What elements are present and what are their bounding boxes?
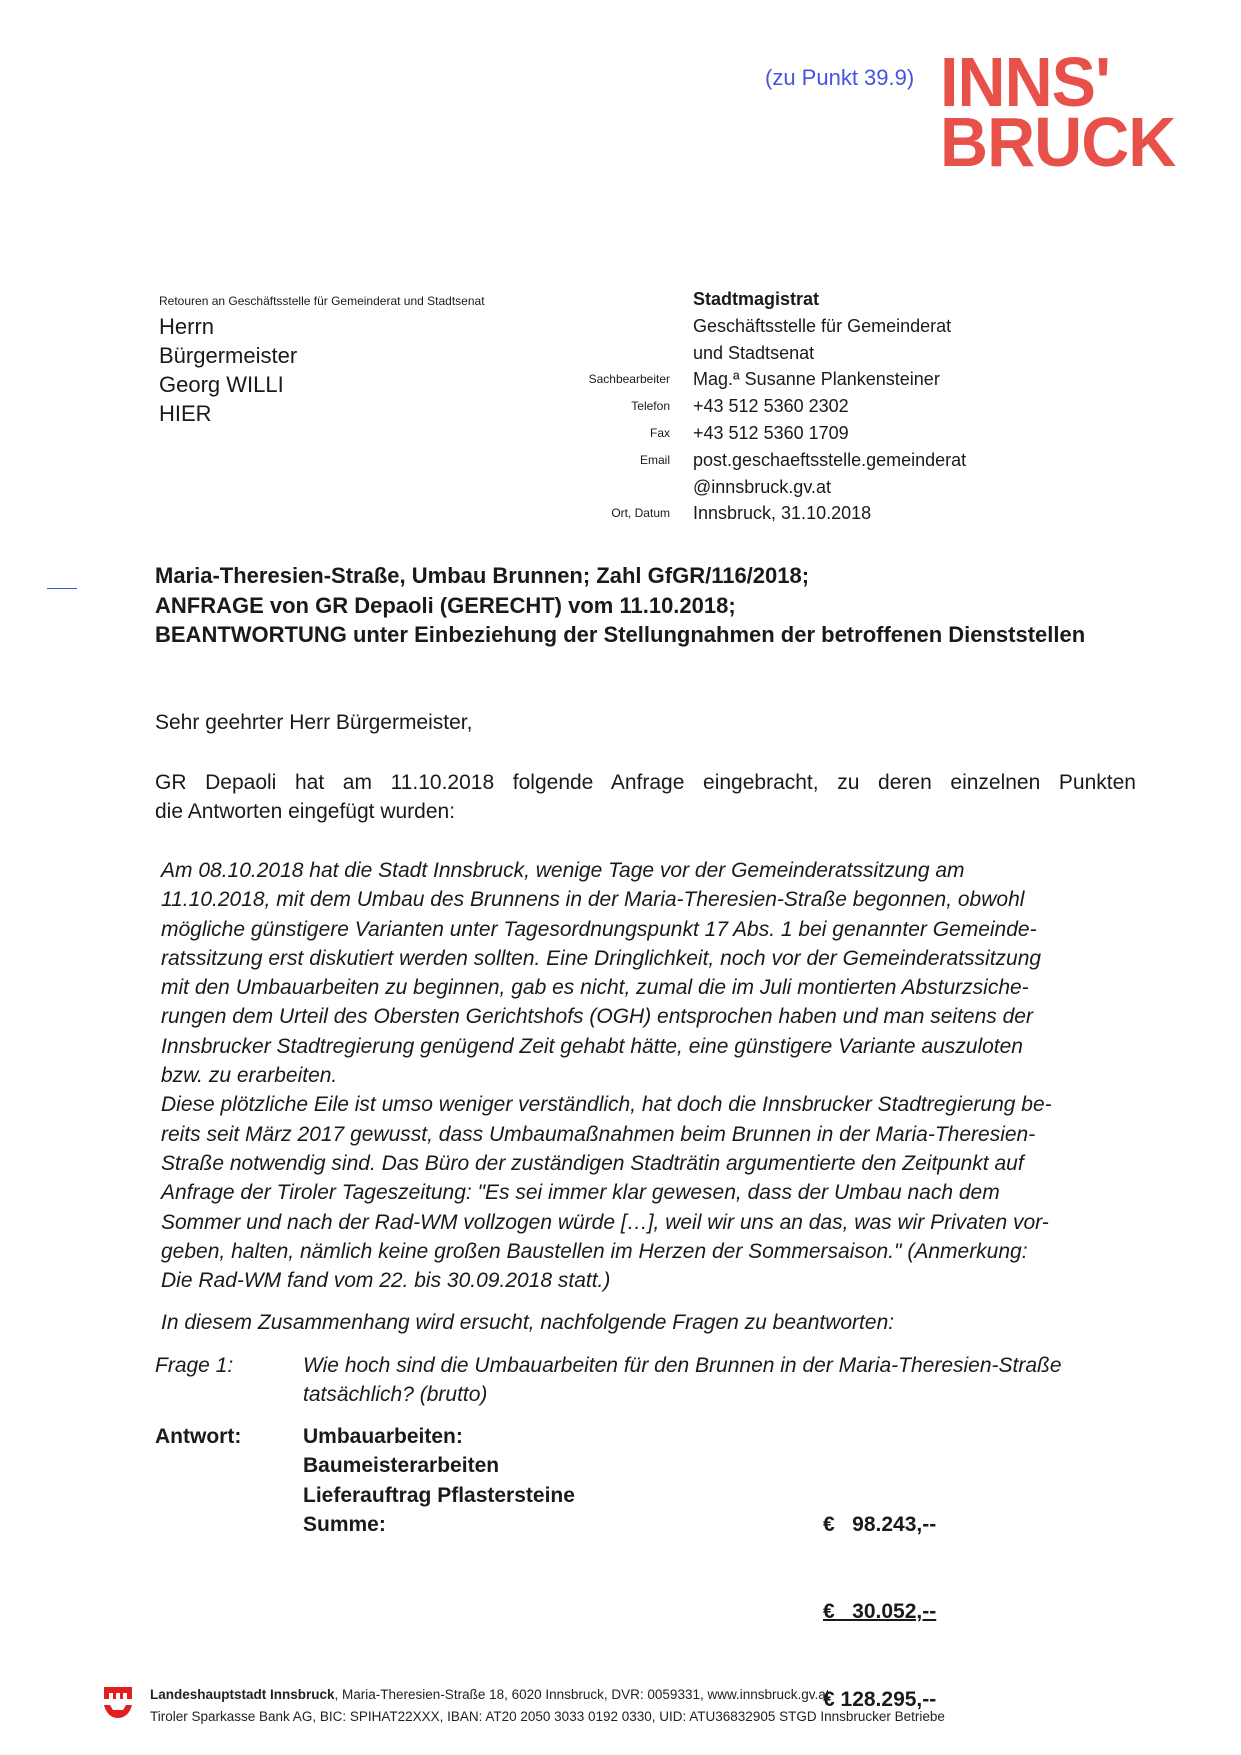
inquiry-text bbox=[161, 856, 1052, 1295]
city-coat-of-arms-icon bbox=[104, 1685, 132, 1719]
inquiry-line: Die Rad-WM fand vom 22. bis 30.09.2018 statt.) bbox=[161, 1269, 611, 1293]
salutation: Sehr geehrter Herr Bürgermeister, bbox=[155, 711, 473, 734]
intro-line: die Antworten eingefügt wurden: bbox=[155, 800, 456, 824]
cost-item-amount: € 30.052,-- bbox=[823, 1600, 937, 1624]
question-line: Wie hoch sind die Umbauarbeiten für den Brunnen in der Maria-Theresien-Straße bbox=[303, 1354, 1062, 1377]
footer bbox=[150, 1684, 945, 1728]
cost-item-name: Lieferauftrag Pflastersteine bbox=[303, 1483, 575, 1507]
inquiry-line: Diese plötzliche Eile ist umso weniger verständlich, hat doch die Innsbrucker Stadtregierung be- bbox=[161, 1093, 1052, 1117]
email-value[interactable]: post.geschaeftsstelle.gemeinderat bbox=[693, 449, 967, 470]
inquiry-line: Am 08.10.2018 hat die Stadt Innsbruck, wenige Tage vor der Gemeinderatssitzung am bbox=[161, 859, 965, 882]
agenda-note: (zu Punkt 39.9) bbox=[765, 65, 915, 90]
margin-mark bbox=[47, 588, 77, 589]
intro-line: GR Depaoli hat am 11.10.2018 folgende Anfrage eingebracht, zu deren einzelnen Punkten bbox=[155, 771, 1136, 794]
label-sachbearbeiter: Sachbearbeiter bbox=[588, 372, 670, 387]
recipient-line: HIER bbox=[159, 401, 212, 426]
innsbruck-logo bbox=[940, 43, 1176, 181]
inquiry-line: Innsbrucker Stadtregierung genügend Zeit gehabt hätte, eine günstigere Variante auszuloten bbox=[161, 1034, 1023, 1058]
inquiry-line: 11.10.2018, mit dem Umbau des Brunnens in der Maria-Theresien-Straße begonnen, obwohl bbox=[161, 888, 1025, 912]
footer-address: , Maria-Theresien-Straße 18, 6020 Innsbruck, DVR: 0059331, www.innsbruck.gv.at bbox=[334, 1687, 830, 1702]
subject-line: ANFRAGE von GR Depaoli (GERECHT) vom 11.10.2018; bbox=[155, 592, 736, 618]
subject bbox=[155, 561, 1085, 650]
return-address: Retouren an Geschäftsstelle für Gemeinderat und Stadtsenat bbox=[159, 294, 485, 308]
sender-block bbox=[693, 286, 966, 527]
inquiry-line: reits seit März 2017 gewusst, dass Umbaumaßnahmen beim Brunnen in der Maria-Theresien- bbox=[161, 1122, 1036, 1146]
logo-line-2: BRUCK bbox=[940, 103, 1176, 181]
logo-line-1: INNS' bbox=[940, 43, 1110, 121]
sender-dept: und Stadtsenat bbox=[693, 342, 815, 363]
question-text bbox=[303, 1351, 1062, 1410]
cost-item-amount: € 98.243,-- bbox=[823, 1512, 937, 1536]
fax-value: +43 512 5360 1709 bbox=[693, 422, 849, 443]
inquiry-line: geben, halten, nämlich keine großen Baustellen im Herzen der Sommersaison." (Anmerkung: bbox=[161, 1239, 1028, 1263]
recipient-address bbox=[159, 312, 297, 428]
label-telefon: Telefon bbox=[631, 399, 670, 414]
inquiry-line: rungen dem Urteil des Obersten Gerichtshofs (OGH) entsprochen haben und man seitens der bbox=[161, 1005, 1033, 1029]
sender-labels bbox=[520, 286, 670, 527]
label-fax: Fax bbox=[649, 425, 670, 440]
inquiry-line: Straße notwendig sind. Das Büro der zuständigen Stadträtin argumentierte den Zeitpunkt auf bbox=[161, 1151, 1024, 1175]
email-value-cont[interactable]: @innsbruck.gv.at bbox=[693, 476, 831, 497]
recipient-line: Georg WILLI bbox=[159, 372, 284, 397]
cost-sum-label: Summe: bbox=[303, 1512, 386, 1536]
answer-label: Antwort: bbox=[155, 1425, 242, 1448]
question-label: Frage 1: bbox=[155, 1354, 234, 1377]
cost-sum-amount: € 128.295,-- bbox=[823, 1688, 937, 1712]
sender-dept: Geschäftsstelle für Gemeinderat bbox=[693, 315, 952, 336]
answer-heading: Umbauarbeiten: bbox=[303, 1425, 463, 1448]
subject-line: BEANTWORTUNG unter Einbeziehung der Stellungnahmen der betroffenen Dienststellen bbox=[155, 622, 1086, 647]
label-ort-datum: Ort, Datum bbox=[611, 506, 670, 521]
inquiry-line: Anfrage der Tiroler Tageszeitung: "Es sei immer klar gewesen, dass der Umbau nach dem bbox=[161, 1181, 1000, 1205]
telefon-value: +43 512 5360 2302 bbox=[693, 396, 849, 417]
inquiry-line: Sommer und nach der Rad-WM vollzogen würde […], weil wir uns an das, was wir Privaten vor- bbox=[161, 1210, 1049, 1234]
answer-items bbox=[303, 1422, 575, 1539]
recipient-line: Bürgermeister bbox=[159, 343, 298, 368]
cost-item-name: Baumeisterarbeiten bbox=[303, 1454, 500, 1478]
intro bbox=[155, 768, 1136, 827]
inquiry-line: ratssitzung erst diskutiert werden sollten. Eine Dringlichkeit, noch vor der Gemeinderatssitzung bbox=[161, 946, 1042, 970]
inquiry-line: mögliche günstigere Varianten unter Tagesordnungspunkt 17 Abs. 1 bei genannter Gemeinde- bbox=[161, 917, 1037, 941]
sachbearbeiter-value: Mag.ª Susanne Plankensteiner bbox=[693, 369, 940, 390]
subject-line: Maria-Theresien-Straße, Umbau Brunnen; Zahl GfGR/116/2018; bbox=[155, 563, 810, 588]
request-text: In diesem Zusammenhang wird ersucht, nachfolgende Fragen zu beantworten: bbox=[161, 1311, 895, 1334]
inquiry-line: bzw. zu erarbeiten. bbox=[161, 1064, 338, 1088]
date-value: Innsbruck, 31.10.2018 bbox=[693, 503, 872, 524]
footer-org: Landeshauptstadt Innsbruck bbox=[150, 1687, 335, 1702]
inquiry-line: mit den Umbauarbeiten zu beginnen, gab es nicht, zumal die im Juli montierten Absturzsiche- bbox=[161, 976, 1029, 1000]
sender-org: Stadtmagistrat bbox=[693, 289, 820, 309]
label-email: Email bbox=[639, 452, 670, 467]
recipient-line: Herrn bbox=[159, 314, 215, 339]
question-line: tatsächlich? (brutto) bbox=[303, 1383, 488, 1407]
footer-bank: Tiroler Sparkasse Bank AG, BIC: SPIHAT22XXX, IBAN: AT20 2050 3033 0192 0330, UID: ATU36832905 STGD Innsbrucker Betriebe bbox=[150, 1709, 945, 1724]
